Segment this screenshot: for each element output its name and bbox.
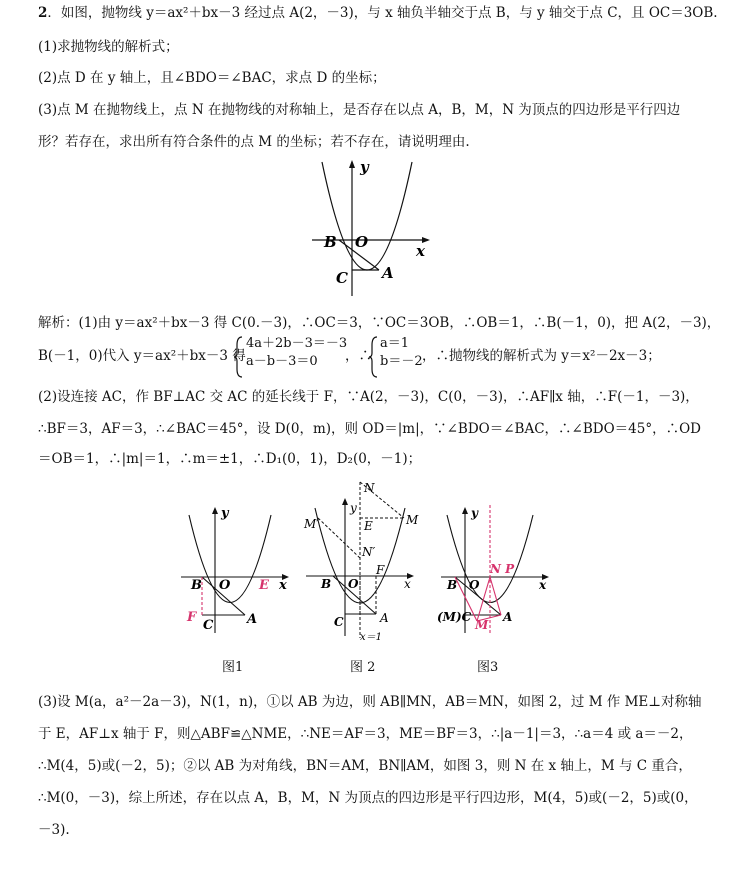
solution-line-9: ∴M(0，－3)，综上所述，存在以点 A，B，M，N 为顶点的四边形是平行四边形，M(4，5)或(－2，5)或(0， bbox=[38, 790, 698, 806]
figure-2-caption: 图 2 bbox=[350, 660, 376, 675]
fig1-x: x bbox=[279, 578, 287, 593]
fig3-O: O bbox=[469, 578, 480, 592]
fig1-B: B bbox=[191, 578, 202, 593]
problem-line-4: (3)点 M 在抛物线上，点 N 在抛物线的对称轴上，是否存在以点 A，B，M，N 为顶点的四边形是平行四边 bbox=[38, 102, 681, 118]
solution-line-10: －3). bbox=[38, 822, 70, 838]
solution-line-1: 解析：(1)由 y＝ax²＋bx－3 得 C(0.－3)，∴OC＝3，∵OC＝3OB，∴OB＝1，∴B(－1，0)，把 A(2，－3)， bbox=[38, 315, 721, 331]
solution-line-4: ∴BF＝3，AF＝3，∴∠BAC＝45°，设 D(0，m)，则 OD＝|m|，∵∠BDO＝∠BAC，∴∠BDO＝45°，∴OD bbox=[38, 421, 701, 437]
fig2-N: N bbox=[364, 481, 375, 495]
solution-line-2c: ，∴抛物线的解析式为 y＝x²－2x－3； bbox=[422, 348, 661, 364]
solution-line-6: (3)设 M(a，a²－2a－3)，N(1，n)，①以 AB 为边，则 AB∥MN，AB＝MN，如图 2，过 M 作 ME⊥对称轴 bbox=[38, 694, 702, 710]
fig2-C: C bbox=[334, 615, 344, 629]
label-A: A bbox=[382, 264, 394, 282]
problem-line-3: (2)点 D 在 y 轴上，且∠BDO＝∠BAC，求点 D 的坐标； bbox=[38, 70, 386, 86]
system-2-eq-1: a＝1 bbox=[380, 336, 410, 351]
label-C: C bbox=[336, 269, 348, 287]
problem-line-2: (1)求抛物线的解析式； bbox=[38, 39, 179, 55]
brace-1 bbox=[234, 335, 244, 379]
label-x: x bbox=[416, 242, 425, 260]
figure-3-caption: 图3 bbox=[477, 660, 499, 675]
problem-line-5: 形？若存在，求出所有符合条件的点 M 的坐标；若不存在，请说明理由. bbox=[38, 134, 470, 150]
fig3-y: y bbox=[471, 506, 478, 520]
problem-line-1 bbox=[38, 3, 718, 23]
solution-line-7: 于 E，AF⊥x 轴于 F，则△ABF≌△NME，∴NE＝AF＝3，ME＝BF＝3，∴|a－1|＝3，∴a＝4 或 a＝－2， bbox=[38, 726, 693, 742]
figure-1-caption: 图1 bbox=[222, 660, 244, 675]
system-2 bbox=[380, 335, 423, 371]
fig3-x: x bbox=[539, 578, 547, 592]
figure-3 bbox=[435, 505, 555, 645]
fig1-y: y bbox=[221, 506, 229, 521]
fig2-O: O bbox=[348, 577, 359, 591]
parabola bbox=[322, 162, 412, 270]
problem-number: 2 bbox=[38, 5, 48, 21]
problem-text-1: ．如图，抛物线 y＝ax²＋bx－3 经过点 A(2，－3)，与 x 轴负半轴交于点 B，与 y 轴交于点 C，且 OC＝3OB. bbox=[47, 5, 718, 21]
solution-line-8: ∴M(4，5)或(－2，5)；②以 AB 为对角线，BN＝AM，BN∥AM，如图 3，则 N 在 x 轴上，M 与 C 重合， bbox=[38, 758, 692, 774]
fig3-MC: (M)C bbox=[437, 610, 472, 624]
fig2-M1: M′ bbox=[304, 517, 320, 531]
fig2-E: E bbox=[364, 519, 373, 533]
fig3-B: B bbox=[447, 578, 458, 592]
label-O: O bbox=[355, 233, 369, 251]
figure-2 bbox=[300, 478, 425, 648]
fig2-A: A bbox=[380, 611, 389, 625]
fig1-E: E bbox=[259, 578, 269, 593]
fig2-B: B bbox=[321, 577, 332, 591]
fig2-F: F bbox=[376, 563, 385, 577]
main-figure bbox=[300, 158, 440, 298]
label-B: B bbox=[324, 233, 337, 251]
figure-1 bbox=[175, 505, 295, 645]
system-1-eq-1: 4a＋2b－3＝－3 bbox=[246, 336, 348, 351]
fig2-x: x bbox=[404, 577, 411, 591]
fig3-M: M bbox=[475, 618, 489, 632]
system-1 bbox=[246, 335, 347, 371]
fig1-A: A bbox=[247, 612, 258, 627]
fig3-A: A bbox=[503, 610, 513, 624]
fig2-y: y bbox=[350, 501, 357, 515]
brace-2 bbox=[369, 335, 379, 379]
system-1-eq-2: a－b－3＝0 bbox=[246, 354, 318, 369]
fig1-C: C bbox=[203, 618, 214, 633]
fig3-NP: N P bbox=[490, 562, 515, 576]
fig2-N1: N′ bbox=[362, 545, 376, 559]
fig3-parabola bbox=[447, 515, 533, 603]
fig2-axis-label: x＝1 bbox=[360, 632, 383, 643]
solution-line-3: (2)设连接 AC，作 BF⊥AC 交 AC 的延长线于 F，∵A(2，－3)，C(0，－3)，∴AF∥x 轴，∴F(－1，－3)， bbox=[38, 389, 699, 405]
label-y: y bbox=[360, 158, 369, 176]
fig1-O: O bbox=[219, 578, 231, 593]
solution-line-2b: ，∴ bbox=[345, 348, 372, 364]
solution-line-2a: B(－1，0)代入 y＝ax²＋bx－3 得 bbox=[38, 348, 246, 364]
fig2-M: M bbox=[406, 513, 419, 527]
system-2-eq-2: b＝－2 bbox=[380, 354, 423, 369]
fig1-F: F bbox=[187, 610, 197, 625]
solution-line-5: ＝OB＝1，∴|m|＝1，∴m＝±1，∴D₁(0，1)，D₂(0，－1)； bbox=[38, 451, 422, 467]
y-arrow bbox=[349, 160, 355, 168]
